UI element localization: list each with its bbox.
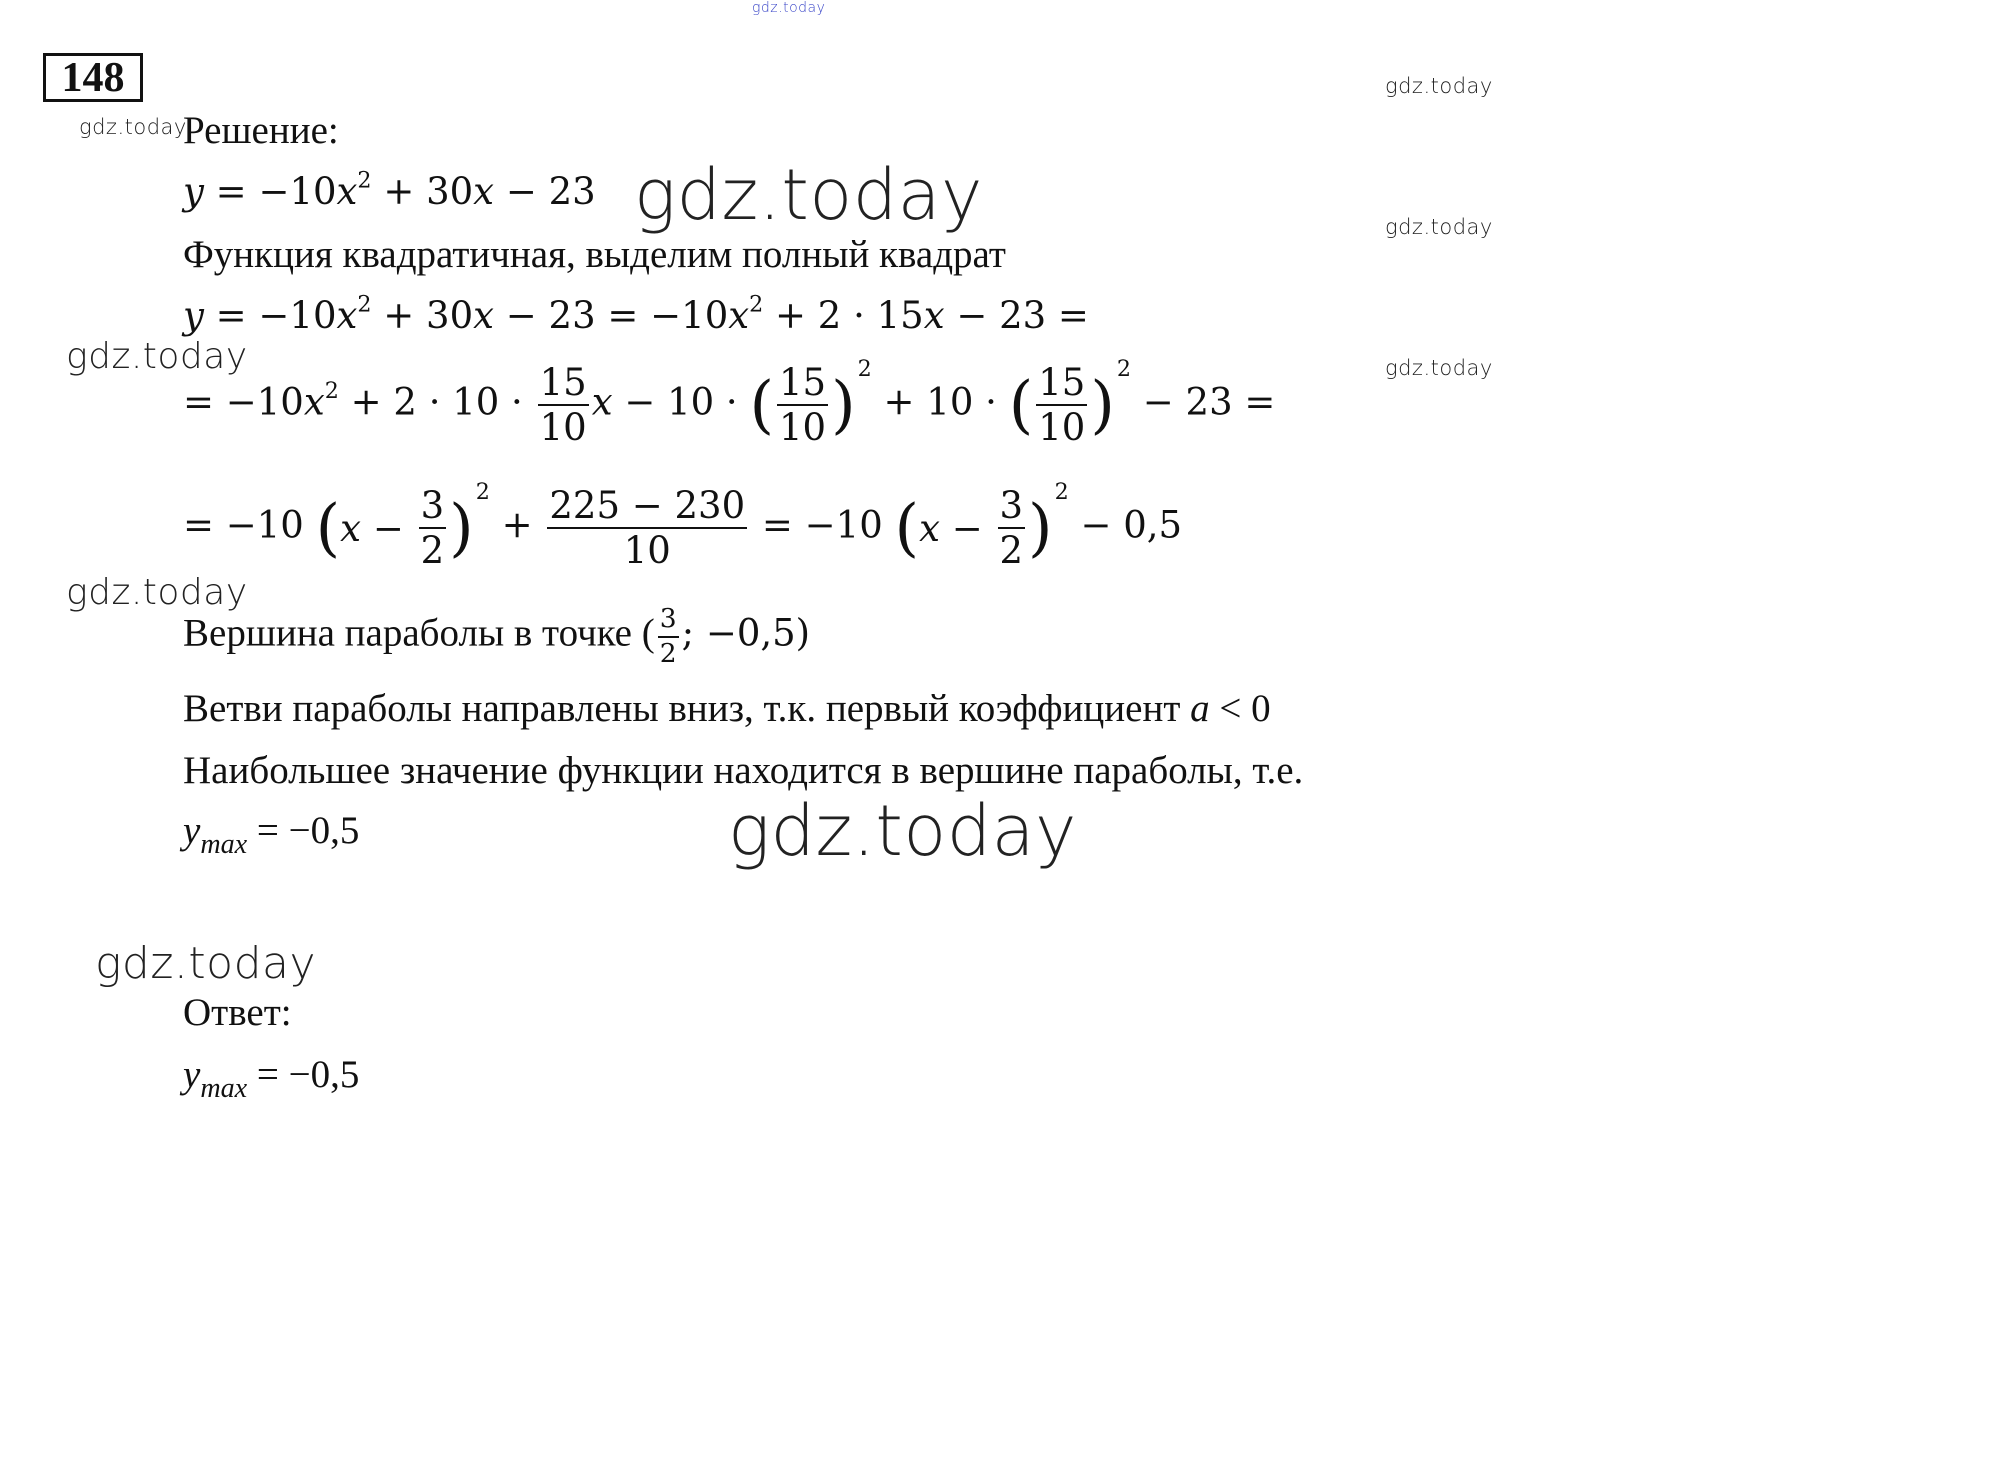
step3-big-num: 225 − 230	[549, 484, 746, 527]
step3-big-den: 10	[623, 529, 671, 572]
step3-minus-1: −	[372, 506, 404, 550]
step1-d: + 2 · 15	[775, 294, 924, 337]
step2-a: = −10	[183, 380, 304, 424]
ymax-line	[183, 808, 360, 860]
answer-line	[183, 1052, 360, 1104]
eq-sign: =	[215, 170, 247, 213]
step1-a: = −10	[215, 294, 337, 337]
step1-var-1: x	[336, 294, 358, 337]
step1-e: − 23 =	[956, 294, 1089, 337]
vertex-frac-num: 3	[658, 606, 679, 638]
step1-var-2: x	[473, 294, 495, 337]
answer-value: = −0,5	[256, 1053, 360, 1096]
step3-plus: +	[501, 503, 533, 547]
step3-paren-group-2: ( x − $\frac{3}{2}$ ) 2	[894, 479, 1069, 572]
step2-var-2: x	[591, 380, 613, 424]
step2-pow-1: 2	[857, 356, 872, 382]
max-line: Наибольшее значение функции находится в вершине параболы, т.е.	[183, 749, 1304, 792]
step2-frac-2	[777, 361, 828, 449]
vertex-line	[183, 603, 811, 669]
watermark-left-2: gdz.today	[66, 336, 248, 377]
branches-text: Ветви параболы направлены вниз, т.к. первый коэффициент	[183, 687, 1181, 730]
ymax-value: = −0,5	[256, 809, 360, 852]
eq-part2: + 30	[383, 170, 474, 213]
watermark-left-1: gdz.today	[79, 115, 187, 139]
step2-frac-2-den: 10	[779, 406, 827, 449]
step1-exp-1: 2	[357, 291, 372, 318]
step3-frac-1-den: 2	[420, 529, 445, 572]
watermark-center-2: gdz.today	[728, 790, 1077, 872]
task-number-box	[43, 53, 143, 102]
step1-var-3: x	[728, 294, 750, 337]
step3-frac-1	[419, 484, 447, 572]
ymax-sub: max	[200, 828, 248, 860]
vertex-text: Вершина параболы в точке (	[183, 611, 655, 655]
eq-var-2: x	[473, 170, 495, 213]
step2-frac-1-den: 10	[539, 406, 587, 449]
step2-frac-3-den: 10	[1038, 406, 1086, 449]
step3-frac-2-den: 2	[999, 529, 1024, 572]
step1-line	[183, 291, 1089, 337]
eq-part1: −10	[258, 170, 337, 213]
step2-var-1: x	[303, 380, 325, 424]
task-number: 148	[61, 54, 125, 101]
step1-exp-2: 2	[749, 291, 764, 318]
step3-eq: = −10	[761, 503, 883, 547]
step2-b: + 2 · 10 ·	[350, 380, 523, 424]
step1-lhs: y	[183, 294, 204, 337]
vertex-frac	[658, 603, 679, 669]
step2-frac-1-num: 15	[539, 361, 587, 404]
step3-frac-2-num: 3	[999, 484, 1024, 527]
step2-d: + 10 ·	[883, 380, 997, 424]
step1-c: − 23 = −10	[505, 294, 729, 337]
branches-var: a	[1190, 687, 1210, 730]
watermark-center-1: gdz.today	[634, 154, 983, 236]
step3-pow-1: 2	[475, 479, 490, 505]
step3-frac-1-num: 3	[420, 484, 445, 527]
step3-var-2: x	[919, 506, 940, 550]
watermark-right-2: gdz.today	[1385, 215, 1493, 239]
vertex-frac-den: 2	[659, 637, 677, 669]
answer-label: Ответ:	[183, 991, 292, 1034]
step2-frac-1	[538, 361, 589, 449]
step2-exp-1: 2	[324, 377, 339, 404]
step2-c: − 10 ·	[624, 380, 738, 424]
step2-frac-3	[1036, 361, 1087, 449]
step2-frac-2-num: 15	[779, 361, 827, 404]
eq-exp: 2	[357, 167, 372, 194]
step2-line	[183, 356, 1276, 449]
step1-var-4: x	[923, 294, 945, 337]
solution-label: Решение:	[183, 109, 339, 152]
step3-pow-2: 2	[1054, 479, 1069, 505]
branches-line	[183, 686, 1271, 731]
watermark-left-4: gdz.today	[95, 938, 317, 989]
watermark-top: gdz.today	[752, 0, 826, 16]
step2-paren-group-2: ( $\frac{15}{10}$ ) 2	[1008, 356, 1131, 449]
step2-frac-3-num: 15	[1038, 361, 1086, 404]
ymax-var: y	[183, 809, 201, 852]
step3-big-frac	[547, 484, 747, 572]
answer-var: y	[183, 1053, 201, 1096]
step3-paren-group-1: ( x − $\frac{3}{2}$ ) 2	[315, 479, 490, 572]
step1-b: + 30	[383, 294, 474, 337]
step2-e: − 23 =	[1142, 380, 1276, 424]
answer-sub: max	[200, 1072, 248, 1104]
eq-part3: − 23	[505, 170, 596, 213]
watermark-right-3: gdz.today	[1385, 356, 1493, 380]
step2-paren-group-1: ( $\frac{15}{10}$ ) 2	[749, 356, 872, 449]
eq-var: x	[336, 170, 358, 213]
equation-line	[183, 167, 596, 213]
watermark-left-3: gdz.today	[66, 572, 248, 613]
step3-a: = −10	[183, 503, 304, 547]
step3-line	[183, 479, 1183, 572]
step2-pow-2: 2	[1116, 356, 1131, 382]
step3-tail: − 0,5	[1080, 503, 1183, 547]
step3-frac-2	[998, 484, 1026, 572]
step3-minus-2: −	[951, 506, 983, 550]
eq-lhs: y	[183, 170, 204, 213]
step3-var-1: x	[340, 506, 362, 550]
branches-rest: < 0	[1219, 687, 1271, 730]
watermark-right-1: gdz.today	[1385, 74, 1493, 98]
quadratic-text: Функция квадратичная, выделим полный квадрат	[183, 233, 1006, 276]
vertex-tail: ; −0,5)	[681, 611, 811, 655]
